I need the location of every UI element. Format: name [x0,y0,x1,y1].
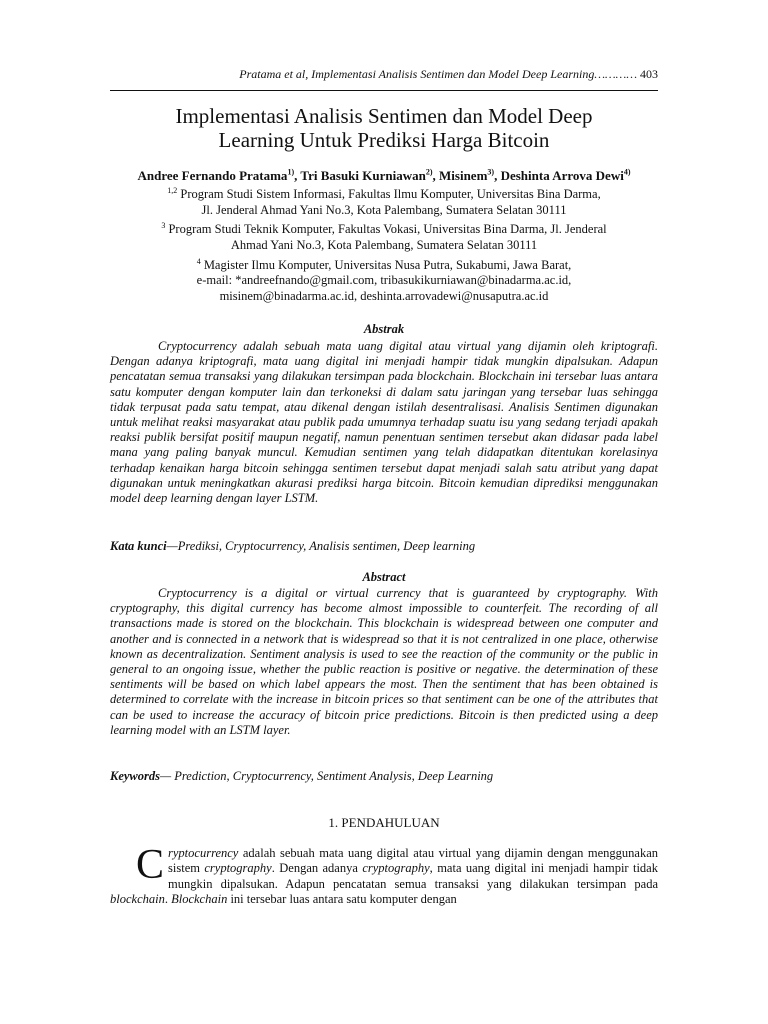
page-number: 403 [640,67,658,81]
abstract-body: Cryptocurrency is a digital or virtual currency that is guaranteed by cryptography. With cryptography, this digital currency has become almost impossible to counterfeit. The recording of all transactions made is stored on the blockchain. This blockchain is widespread between one computer and another and is connected in a network that is widespread so that it is not centralized in one place, otherwise known as decentralization. Sentiment analysis is used to see the reaction of the community or the public in general to an ongoing issue, whether the public reaction is positive or negative. the determination of these sentiments will be based on which label appears the most. Then the sentiment that has been obtained is determined to correlate with the increase in bitcoin prices so that sentiment can be one of the attributes that can be used to increase the accuracy of bitcoin price predictions. Bitcoin is then predicted using a deep learning model with an LSTM layer. [110,586,658,737]
affiliation-4: $^4$ Magister Ilmu Komputer, Universitas Nusa Putra, Sukabumi, Jawa Barat, [196,256,572,272]
keywords [110,769,658,784]
affiliation-1-2-address: Jl. Jenderal Ahmad Yani No.3, Kota Palembang, Sumatera Selatan 30111 [201,202,567,217]
drop-cap: C [136,842,165,888]
title-line-1: Implementasi Analisis Sentimen dan Model Deep [175,104,593,128]
author-list [110,168,658,184]
keywords-label: Keywords [110,769,160,783]
abstrak-body: Cryptocurrency adalah sebuah mata uang digital atau virtual yang dijamin oleh kriptografi. Dengan adanya kriptografi, mata uang digital ini menjadi hampir tidak mungkin dipalsukan. Adapun pencatatan semua transaksi yang dilakukan tersimpan pada blockchain. Blockchain ini tersebar luas antara satu komputer dengan komputer lain dan terkoneksi di dalam satu jaringan yang tersebar luas sehingga tidak terpusat pada satu tempat, atau dikenal dengan istilah desentralisasi. Analisis Sentimen digunakan untuk melihat reaksi masyarakat atau publik pada umumnya terhadap suatu isu yang sedang terjadi apakah reaksi publik bersifat positif maupun negatif, namun penentuan sentimen tersebut akan didasar pada label mana yang paling banyak muncul. Kemudian sentimen yang telah didapatkan ditentukan korelasinya terhadap kenaikan harga bitcoin sehingga sentimen tersebut dapat menjadi salah satu atribut yang dapat digunakan untuk meningkatkan akurasi prediksi harga bitcoin. Bitcoin kemudian diprediksi menggunakan model deep learning dengan layer LSTM. [110,339,658,506]
email-line-2: misinem@binadarma.ac.id, deshinta.arrovadewi@nusaputra.ac.id [219,289,549,304]
affiliations [110,183,658,305]
keywords-text: — Prediction, Cryptocurrency, Sentiment Analysis, Deep Learning [160,769,494,783]
affiliation-1-2: $^{1,2}$ Program Studi Sistem Informasi, Fakultas Ilmu Komputer, Universitas Bina Darma, [167,186,601,202]
affiliation-3: $^3$ Program Studi Teknik Komputer, Fakultas Vokasi, Universitas Bina Darma, Jl. Jenderal [161,221,607,237]
kata-kunci [110,539,658,554]
abstract-heading: Abstract [362,570,406,584]
author-1: Andree Fernando Pratama$^{1)}$, [137,168,301,184]
introduction-paragraph: Cryptocurrency adalah sebuah mata uang digital atau virtual yang dijamin dengan menggunakan sistem cryptography. Dengan adanya cryptography, mata uang digital ini menjadi hampir tidak mungkin dipalsukan. Adapun pencatatan semua transaksi yang dilakukan tersimpan pada blockchain. Blockchain ini tersebar luas antara satu komputer dengan [110,842,658,907]
running-header [110,67,658,82]
affiliation-3-address: Ahmad Yani No.3, Kota Palembang, Sumatera Selatan 30111 [230,238,538,253]
header-rule [110,90,658,91]
author-4: Deshinta Arrova Dewi$^{4)}$ [500,168,631,184]
title-line-2: Learning Untuk Prediksi Harga Bitcoin [218,128,550,152]
abstrak-heading: Abstrak [363,322,405,336]
author-3: Misinem$^{3)}$, [439,168,501,184]
kata-kunci-label: Kata kunci [110,539,167,553]
email-line-1: e-mail: *andreefnando@gmail.com, tribasukikurniawan@binadarma.ac.id, [196,273,572,288]
section-heading-pendahuluan: 1. PENDAHULUAN [328,815,440,830]
kata-kunci-text: —Prediksi, Cryptocurrency, Analisis sentimen, Deep learning [166,539,476,553]
author-2: Tri Basuki Kurniawan$^{2)}$, [300,168,440,184]
running-title: Pratama et al, Implementasi Analisis Sentimen dan Model Deep Learning………… [239,67,637,81]
paper-title [110,104,658,152]
